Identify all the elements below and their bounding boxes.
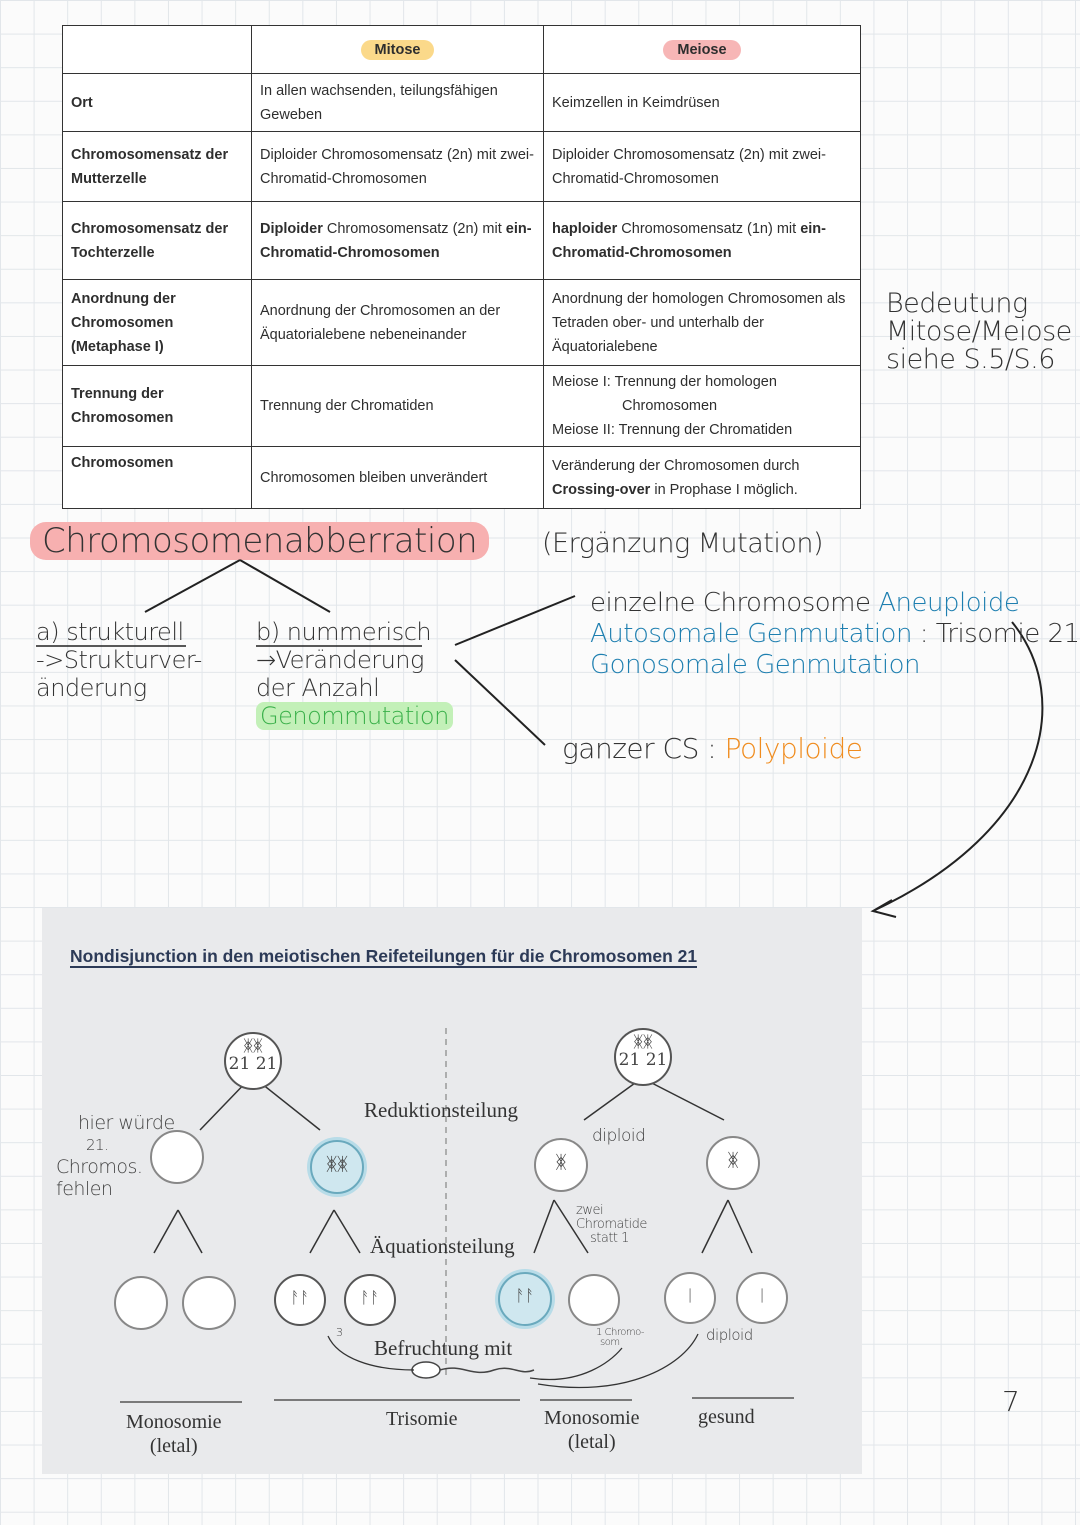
table-header-mitose: Mitose	[252, 26, 544, 74]
outcome-gesund: gesund	[698, 1406, 755, 1428]
table-row: Chromosomensatz der Tochterzelle Diploider Chromosomensatz (2n) mit ein-Chromatid-Chromosomen haploider Chromosomensatz (1n) mit ein-Chromatid-Chromosomen	[63, 202, 861, 280]
heading-sub: (Ergänzung Mutation)	[542, 528, 824, 559]
table-row: Chromosomen Chromosomen bleiben unverändert Veränderung der Chromosomen durch Crossing-over in Prophase I möglich.	[63, 447, 861, 509]
figure-title: Nondisjunction in den meiotischen Reifeteilungen für die Chromosomen 21	[70, 946, 698, 966]
cell-nondisjunction-1: ᛤᛤ	[310, 1140, 364, 1194]
note-aneuploide: einzelne Chromosome Aneuploide Autosomale Genmutation : Trisomie 21 Gonosomale Genmutation	[590, 588, 1080, 680]
annotation-diploid-2: diploid	[706, 1326, 753, 1344]
outcome-trisomie: Trisomie	[386, 1408, 458, 1430]
label-befruchtung: Befruchtung mit	[374, 1336, 513, 1360]
page-number: 7	[1002, 1385, 1020, 1418]
table-row: Chromosomensatz der Mutterzelle Diploider Chromosomensatz (2n) mit zwei-Chromatid-Chromosomen Diploider Chromosomensatz (2n) mit zwei-Chromatid-Chromosomen	[63, 132, 861, 202]
outcome-monosomie-right: Monosomie (letal)	[544, 1407, 640, 1453]
gamete-empty-1	[114, 1276, 168, 1330]
table-row: Trennung der Chromosomen Trennung der Chromatiden Meiose I: Trennung der homologen Chromosomen Meiose II: Trennung der Chromatiden	[63, 366, 861, 447]
note-b-nummerisch: b) nummerisch →Veränderung der Anzahl Genommutation	[256, 618, 453, 730]
table-header-meiose: Meiose	[544, 26, 861, 74]
cell-parent-left: ᛤᛤ 21 21	[224, 1032, 282, 1090]
note-a-strukturell: a) strukturell ->Strukturver- änderung	[36, 618, 202, 702]
cell-parent-right: ᛤᛤ 21 21	[614, 1028, 672, 1086]
annotation-hier-wuerde: hier würde 21. Chromos. fehlen	[56, 1112, 175, 1200]
side-note: Bedeutung Mitose/Meiose siehe S.5/S.6	[886, 288, 1072, 375]
gamete-two-chrom-1: ᚨᚨ	[274, 1274, 326, 1326]
table-row: Ort In allen wachsenden, teilungsfähigen Geweben Keimzellen in Keimdrüsen	[63, 74, 861, 132]
gamete-normal-1: ᛁ	[664, 1272, 716, 1324]
annotation-1-chromosom: 1 Chromo- som	[596, 1327, 645, 1348]
cell-single-chrom: ᛤ	[534, 1138, 588, 1192]
cell-normal: ᛤ	[706, 1136, 760, 1190]
gamete-normal-2: ᛁ	[736, 1272, 788, 1324]
chromosomen-meiose-cell: Veränderung der Chromosomen durch Crossing-over in Prophase I möglich.	[544, 447, 861, 509]
annotation-diploid: diploid	[592, 1126, 646, 1146]
tochterzelle-meiose-cell: haploider Chromosomensatz (1n) mit ein-Chromatid-Chromosomen	[544, 202, 861, 280]
annotation-3: 3	[336, 1326, 343, 1339]
table-row: Anordnung der Chromosomen (Metaphase I) Anordnung der Chromosomen an der Äquatorialebene nebeneinander Anordnung der homologen Chromosomen als Tetraden ober- und unterhalb der Äquatorialebene	[63, 280, 861, 366]
gamete-empty-3	[568, 1274, 620, 1326]
annotation-zwei-chromatide: zwei Chromatide statt 1	[576, 1203, 647, 1246]
gamete-empty-2	[182, 1276, 236, 1330]
note-polyploide: ganzer CS : Polyploide	[562, 732, 863, 765]
gamete-nondisjunction-2: ᚨᚨ	[498, 1272, 552, 1326]
nondisjunction-figure	[42, 908, 862, 1474]
heading-chromosomenabberration: Chromosomenabberration	[30, 522, 489, 560]
label-reduktionsteilung: Reduktionsteilung	[364, 1098, 518, 1122]
outcome-monosomie-left: Monosomie (letal)	[126, 1411, 222, 1457]
tochterzelle-mitose-cell: Diploider Chromosomensatz (2n) mit ein-Chromatid-Chromosomen	[252, 202, 544, 280]
trennung-meiose-cell: Meiose I: Trennung der homologen Chromosomen Meiose II: Trennung der Chromatiden	[544, 366, 861, 447]
label-aequationsteilung: Äquationsteilung	[370, 1234, 515, 1258]
gamete-two-chrom-2: ᚨᚨ	[344, 1274, 396, 1326]
